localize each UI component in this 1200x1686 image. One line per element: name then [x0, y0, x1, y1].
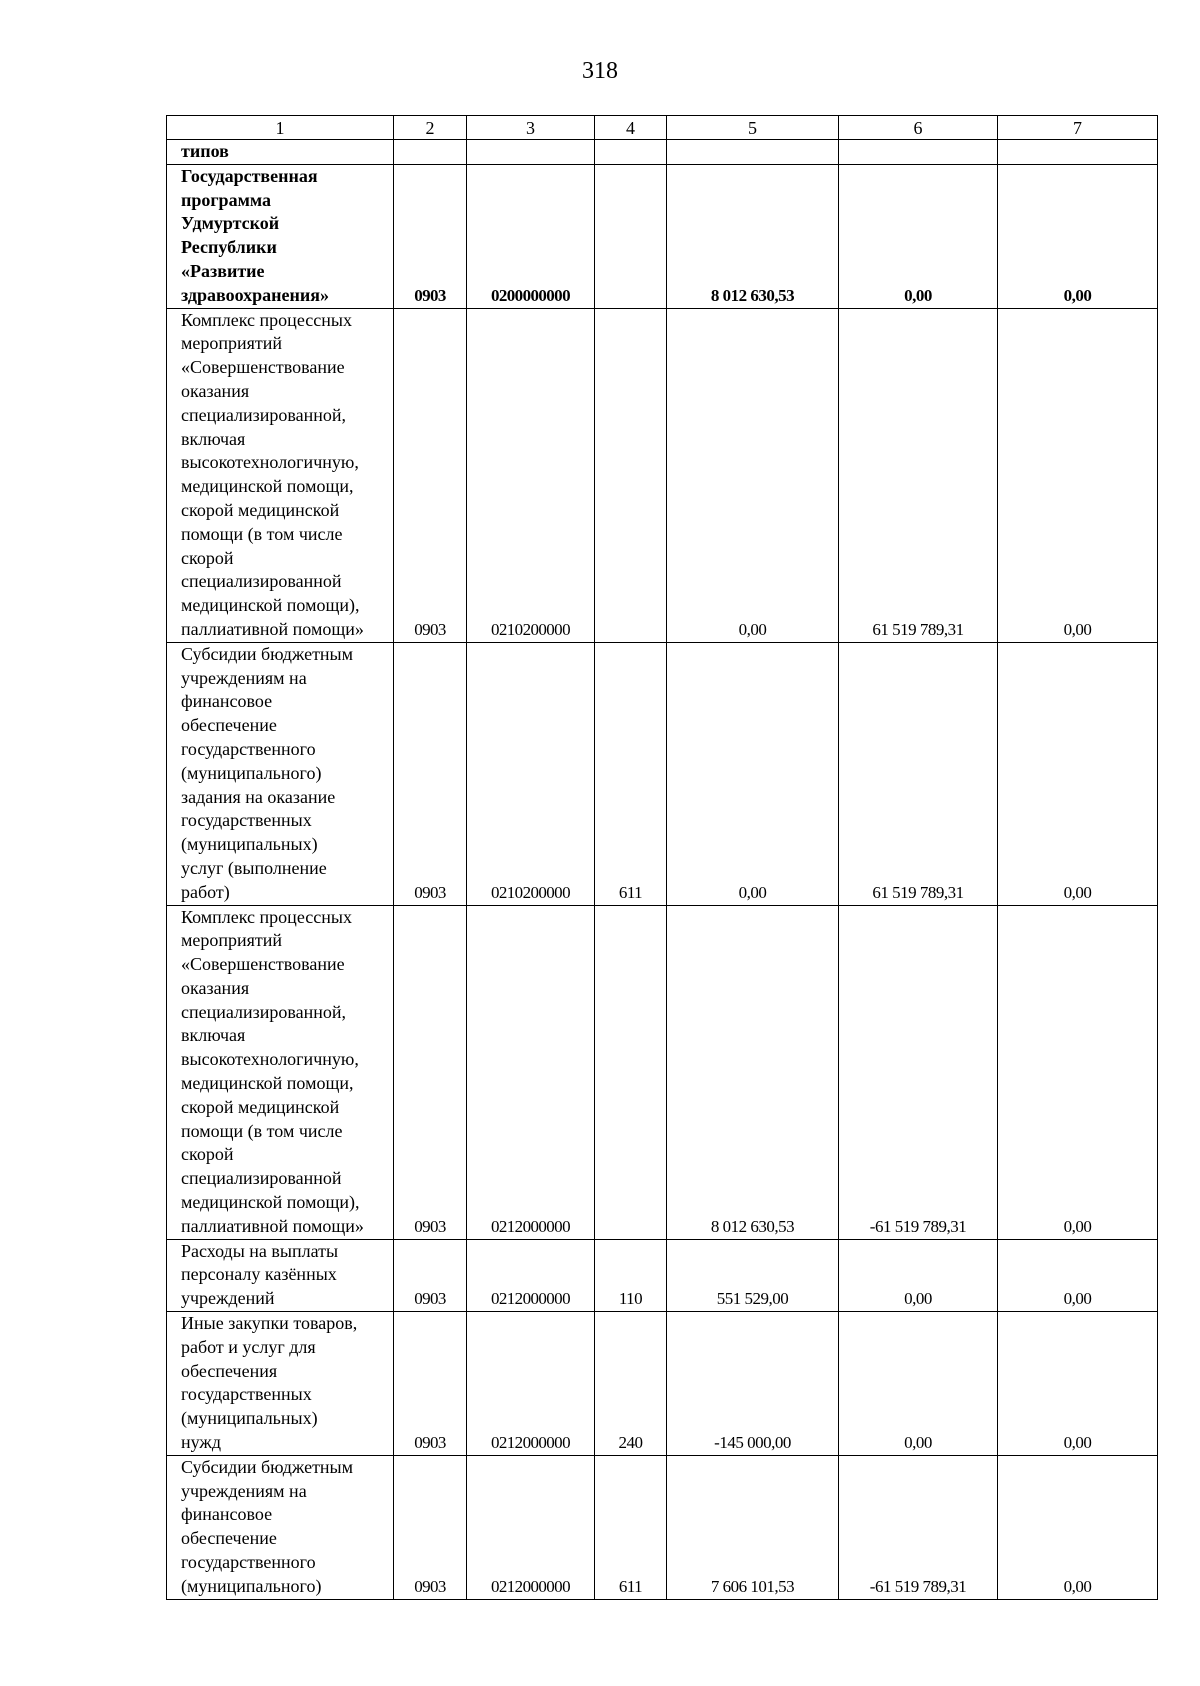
- expense-name-line: скорой: [181, 1144, 234, 1165]
- expense-name-line: государственных: [181, 810, 312, 831]
- amount-col7-cell: [998, 140, 1158, 165]
- expense-name-cell: [167, 1239, 394, 1311]
- target-article-cell: 0210200000: [467, 642, 595, 905]
- expense-name-line: медицинской помощи,: [181, 476, 354, 497]
- expense-name-line: «Развитие: [181, 260, 265, 281]
- page-number: 318: [582, 58, 618, 84]
- section-code-cell: 0903: [394, 1312, 467, 1456]
- expense-name-line: мероприятий: [181, 333, 283, 354]
- expense-name-line: учреждениям на: [181, 667, 307, 688]
- expense-type-cell: [595, 164, 667, 308]
- section-code-cell: 0903: [394, 642, 467, 905]
- expense-name-line: Государственная: [181, 165, 318, 186]
- expense-name-line: включая: [181, 1025, 246, 1046]
- section-code-cell: 0903: [394, 1455, 467, 1599]
- table-row: [167, 1455, 1158, 1599]
- expense-name-line: высокотехнологичную,: [181, 452, 359, 473]
- target-article-cell: 0212000000: [467, 1312, 595, 1456]
- expense-name-line: учреждений: [181, 1288, 275, 1309]
- expense-name-line: специализированной,: [181, 1001, 347, 1022]
- expense-type-cell: [595, 308, 667, 642]
- expense-name-line: Субсидии бюджетным: [181, 1456, 354, 1477]
- amount-col6-cell: 0,00: [839, 164, 998, 308]
- expense-name-line: обеспечения: [181, 1360, 278, 1381]
- expense-name-line: оказания: [181, 380, 250, 401]
- amount-col6-cell: 0,00: [839, 1312, 998, 1456]
- expense-name-line: работ): [181, 881, 230, 902]
- expense-name-line: (муниципальных): [181, 834, 318, 855]
- section-code-cell: 0903: [394, 905, 467, 1239]
- table-row: [167, 905, 1158, 1239]
- section-code-cell: 0903: [394, 1239, 467, 1311]
- expense-name-line: мероприятий: [181, 930, 283, 951]
- expense-name-line: нужд: [181, 1432, 221, 1453]
- expense-type-cell: 240: [595, 1312, 667, 1456]
- expense-name-cell: [167, 905, 394, 1239]
- expense-name-line: специализированной: [181, 571, 342, 592]
- expense-name-line: скорой медицинской: [181, 499, 340, 520]
- expense-type-cell: 611: [595, 642, 667, 905]
- expense-name-line: медицинской помощи,: [181, 1073, 354, 1094]
- expense-name-line: «Совершенствование: [181, 954, 345, 975]
- amount-col7-cell: 0,00: [998, 1312, 1158, 1456]
- expense-name-line: государственного: [181, 738, 316, 759]
- expense-name-line: Удмуртской: [181, 213, 280, 234]
- budget-table: [166, 115, 1158, 1600]
- expense-name-line: государственных: [181, 1384, 312, 1405]
- target-article-cell: 0212000000: [467, 905, 595, 1239]
- expense-name-line: Комплекс процессных: [181, 309, 352, 330]
- expense-name-line: паллиативной помощи»: [181, 1215, 364, 1236]
- expense-name-line: задания на оказание: [181, 786, 336, 807]
- amount-col7-cell: 0,00: [998, 905, 1158, 1239]
- expense-name-line: учреждениям на: [181, 1480, 307, 1501]
- column-header: 6: [839, 116, 998, 140]
- amount-col6-cell: 61 519 789,31: [839, 642, 998, 905]
- expense-name-line: медицинской помощи),: [181, 1192, 360, 1213]
- amount-col5-cell: 0,00: [667, 642, 839, 905]
- expense-type-cell: 611: [595, 1455, 667, 1599]
- target-article-cell: 0212000000: [467, 1239, 595, 1311]
- amount-col7-cell: 0,00: [998, 308, 1158, 642]
- expense-name-line: паллиативной помощи»: [181, 618, 364, 639]
- expense-name-line: Комплекс процессных: [181, 906, 352, 927]
- target-article-cell: [467, 140, 595, 165]
- expense-name-line: работ и услуг для: [181, 1336, 316, 1357]
- amount-col7-cell: 0,00: [998, 1455, 1158, 1599]
- expense-name-line: персоналу казённых: [181, 1264, 337, 1285]
- expense-name-line: Республики: [181, 237, 277, 258]
- amount-col6-cell: [839, 140, 998, 165]
- expense-name-line: обеспечение: [181, 1528, 277, 1549]
- amount-col5-cell: [667, 140, 839, 165]
- table-row: [167, 642, 1158, 905]
- amount-col5-cell: -145 000,00: [667, 1312, 839, 1456]
- amount-col6-cell: -61 519 789,31: [839, 905, 998, 1239]
- expense-name-line: специализированной,: [181, 404, 347, 425]
- section-code-cell: 0903: [394, 308, 467, 642]
- expense-name-line: Субсидии бюджетным: [181, 643, 354, 664]
- expense-name-line: скорой медицинской: [181, 1096, 340, 1117]
- column-header: 4: [595, 116, 667, 140]
- amount-col6-cell: -61 519 789,31: [839, 1455, 998, 1599]
- table-row: [167, 1312, 1158, 1456]
- expense-type-cell: [595, 905, 667, 1239]
- amount-col5-cell: 7 606 101,53: [667, 1455, 839, 1599]
- amount-col6-cell: 0,00: [839, 1239, 998, 1311]
- expense-type-cell: 110: [595, 1239, 667, 1311]
- expense-name-line: типов: [181, 141, 229, 161]
- column-header: 1: [167, 116, 394, 140]
- section-code-cell: 0903: [394, 164, 467, 308]
- amount-col5-cell: 8 012 630,53: [667, 164, 839, 308]
- expense-name-line: финансовое: [181, 1504, 273, 1525]
- table-row: [167, 1239, 1158, 1311]
- expense-name-line: государственного: [181, 1552, 316, 1573]
- target-article-cell: 0200000000: [467, 164, 595, 308]
- expense-name-line: (муниципального): [181, 762, 322, 783]
- expense-name-line: оказания: [181, 977, 250, 998]
- expense-name-line: финансовое: [181, 691, 273, 712]
- target-article-cell: 0212000000: [467, 1455, 595, 1599]
- expense-name-cell: [167, 1312, 394, 1456]
- expense-name-line: Иные закупки товаров,: [181, 1313, 358, 1334]
- column-header: 7: [998, 116, 1158, 140]
- table-row: [167, 164, 1158, 308]
- expense-name-line: медицинской помощи),: [181, 595, 360, 616]
- expense-name-line: здравоохранения»: [181, 284, 330, 305]
- expense-name-line: обеспечение: [181, 715, 277, 736]
- expense-name-line: Расходы на выплаты: [181, 1240, 339, 1261]
- column-header: 3: [467, 116, 595, 140]
- expense-name-line: услуг (выполнение: [181, 857, 327, 878]
- expense-name-line: «Совершенствование: [181, 357, 345, 378]
- amount-col5-cell: 551 529,00: [667, 1239, 839, 1311]
- section-code-cell: [394, 140, 467, 165]
- amount-col7-cell: 0,00: [998, 1239, 1158, 1311]
- expense-name-line: высокотехнологичную,: [181, 1049, 359, 1070]
- expense-name-cell: [167, 1455, 394, 1599]
- column-header: 5: [667, 116, 839, 140]
- expense-name-line: специализированной: [181, 1168, 342, 1189]
- amount-col5-cell: 0,00: [667, 308, 839, 642]
- expense-name-line: (муниципального): [181, 1575, 322, 1596]
- expense-name-cell: [167, 140, 394, 165]
- expense-type-cell: [595, 140, 667, 165]
- expense-name-cell: [167, 164, 394, 308]
- expense-name-line: включая: [181, 428, 246, 449]
- amount-col6-cell: 61 519 789,31: [839, 308, 998, 642]
- expense-name-line: скорой: [181, 547, 234, 568]
- column-number-row: [167, 116, 1158, 140]
- expense-name-line: помощи (в том числе: [181, 523, 343, 544]
- expense-name-line: (муниципальных): [181, 1408, 318, 1429]
- column-header: 2: [394, 116, 467, 140]
- amount-col7-cell: 0,00: [998, 164, 1158, 308]
- target-article-cell: 0210200000: [467, 308, 595, 642]
- table-row: [167, 140, 1158, 165]
- amount-col7-cell: 0,00: [998, 642, 1158, 905]
- expense-name-line: программа: [181, 189, 271, 210]
- expense-name-cell: [167, 642, 394, 905]
- table-row: [167, 308, 1158, 642]
- expense-name-line: помощи (в том числе: [181, 1120, 343, 1141]
- table-body: [167, 140, 1158, 1600]
- expense-name-cell: [167, 308, 394, 642]
- amount-col5-cell: 8 012 630,53: [667, 905, 839, 1239]
